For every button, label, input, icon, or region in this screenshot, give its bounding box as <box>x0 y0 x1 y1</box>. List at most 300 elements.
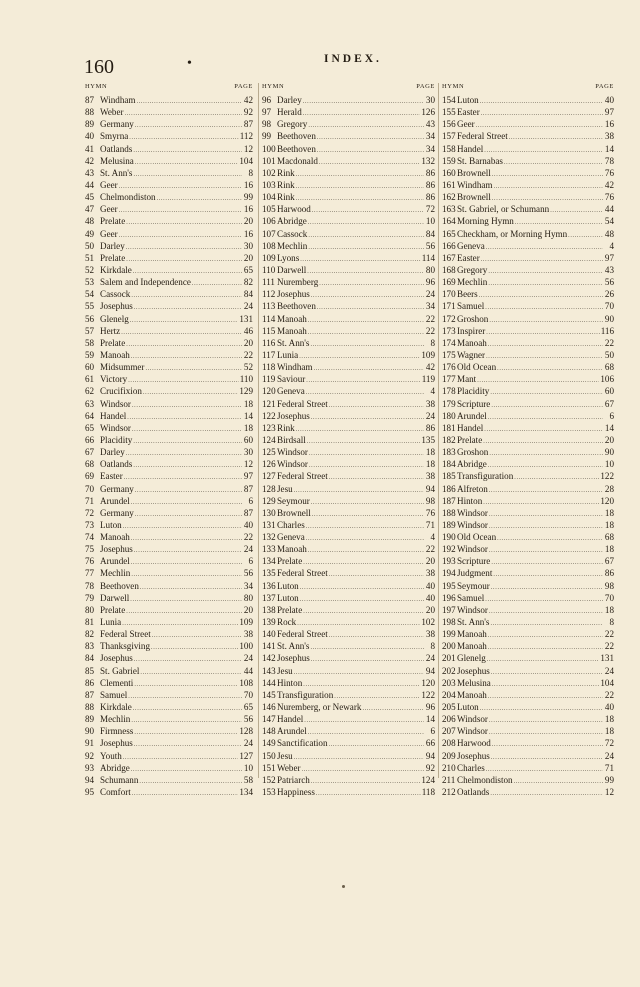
hymn-number: 88 <box>85 107 95 118</box>
leader-dots <box>133 701 242 713</box>
page-number-ref: 71 <box>425 519 435 530</box>
tune-name: Beers <box>457 289 478 300</box>
index-entry <box>442 640 614 652</box>
hymn-number: 145 <box>262 689 276 700</box>
page-number-ref: 28 <box>604 483 614 494</box>
leader-dots <box>306 385 424 397</box>
leader-dots <box>132 398 242 410</box>
leader-dots <box>309 458 424 470</box>
hymn-number: 149 <box>262 738 276 749</box>
index-entry <box>262 786 435 798</box>
page-number-ref: 87 <box>243 119 253 130</box>
page-number-ref: 22 <box>425 313 435 324</box>
tune-name: Prelate <box>100 252 126 263</box>
page-number-ref: 4 <box>609 240 614 251</box>
page-number-ref: 34 <box>425 301 435 312</box>
hymn-number: 139 <box>262 617 276 628</box>
index-entry <box>85 434 253 446</box>
index-entry <box>85 264 253 276</box>
hymn-number: 106 <box>262 216 276 227</box>
page-number-ref: 118 <box>421 787 435 798</box>
tune-name: Manoah <box>457 629 487 640</box>
leader-dots <box>329 398 424 410</box>
hymn-number: 207 <box>442 726 456 737</box>
index-entry <box>85 762 253 774</box>
tune-name: Darwell <box>100 592 130 603</box>
index-entry <box>85 373 253 385</box>
tune-name: Checkham, or Morning Hymn <box>457 228 568 239</box>
index-entry <box>262 398 435 410</box>
page-number-ref: 87 <box>243 507 253 518</box>
index-entry <box>442 567 614 579</box>
leader-dots <box>486 325 599 337</box>
page-number-ref: 126 <box>421 107 435 118</box>
hymn-number: 49 <box>85 228 95 239</box>
page-number-ref: 122 <box>421 689 435 700</box>
hymn-number: 59 <box>85 349 95 360</box>
hymn-number: 144 <box>262 677 276 688</box>
index-entry <box>262 179 435 191</box>
hymn-number: 188 <box>442 507 456 518</box>
index-entry <box>85 567 253 579</box>
hymn-number: 190 <box>442 532 456 543</box>
page-number-ref: 46 <box>243 325 253 336</box>
hymn-number: 156 <box>442 119 456 130</box>
page-number-ref: 60 <box>243 434 253 445</box>
page-number-ref: 56 <box>243 568 253 579</box>
leader-dots <box>130 313 239 325</box>
leader-dots <box>476 118 603 130</box>
hymn-number: 77 <box>85 568 95 579</box>
hymn-number: 92 <box>85 750 95 761</box>
page-number-ref: 76 <box>604 167 614 178</box>
index-entry <box>442 483 614 495</box>
hymn-number: 90 <box>85 726 95 737</box>
leader-dots <box>491 555 603 567</box>
page-number-ref: 96 <box>425 277 435 288</box>
leader-dots <box>504 155 603 167</box>
hymn-number: 89 <box>85 714 95 725</box>
leader-dots <box>303 555 424 567</box>
index-entry <box>85 616 253 628</box>
index-entry <box>262 762 435 774</box>
index-entry <box>442 373 614 385</box>
hymn-number: 155 <box>442 107 456 118</box>
hymn-number: 86 <box>85 677 95 688</box>
leader-dots <box>124 470 242 482</box>
hymn-number: 194 <box>442 568 456 579</box>
tune-name: Josephus <box>277 410 310 421</box>
tune-name: Manoah <box>457 337 487 348</box>
hymn-number: 100 <box>262 143 276 154</box>
hymn-number: 95 <box>85 787 95 798</box>
page-number-ref: 20 <box>243 337 253 348</box>
hymn-number: 124 <box>262 434 276 445</box>
hymn-number: 162 <box>442 192 456 203</box>
page-number-ref: 127 <box>239 750 253 761</box>
page-number-ref: 100 <box>239 641 253 652</box>
leader-dots <box>308 228 424 240</box>
index-column-1 <box>85 83 253 798</box>
page-number-ref: 26 <box>604 289 614 300</box>
hymn-header: HYMN <box>442 83 465 90</box>
leader-dots <box>550 203 603 215</box>
leader-dots <box>319 155 420 167</box>
leader-dots <box>135 118 242 130</box>
leader-dots <box>484 143 603 155</box>
tune-name: Easter <box>457 107 480 118</box>
index-entry <box>85 191 253 203</box>
leader-dots <box>294 483 424 495</box>
index-entry <box>442 288 614 300</box>
tune-name: Darwell <box>277 264 307 275</box>
page-number-ref: 80 <box>425 264 435 275</box>
page-number-ref: 112 <box>239 131 253 142</box>
index-entry <box>442 531 614 543</box>
tune-name: St. Barnabas <box>457 155 503 166</box>
hymn-number: 64 <box>85 410 95 421</box>
index-entry <box>262 143 435 155</box>
page-number-ref: 34 <box>243 580 253 591</box>
index-entry <box>442 543 614 555</box>
index-entry <box>85 543 253 555</box>
leader-dots <box>131 288 242 300</box>
index-entry <box>85 604 253 616</box>
index-entry <box>85 300 253 312</box>
hymn-number: 99 <box>262 131 272 142</box>
index-entry <box>442 276 614 288</box>
leader-dots <box>491 665 603 677</box>
page-number-ref: 20 <box>243 252 253 263</box>
index-entry <box>85 531 253 543</box>
tune-name: Windham <box>277 362 313 373</box>
index-entry <box>442 519 614 531</box>
page-number-ref: 84 <box>425 228 435 239</box>
page-number-ref: 44 <box>604 204 614 215</box>
tune-name: Federal Street <box>277 629 328 640</box>
index-entry <box>262 118 435 130</box>
tune-name: Scripture <box>457 556 491 567</box>
tune-name: Morning Hymn <box>457 216 514 227</box>
page-number-ref: 18 <box>243 422 253 433</box>
page-number-ref: 90 <box>604 313 614 324</box>
footer-mark <box>342 885 345 888</box>
index-entry <box>442 750 614 762</box>
index-entry <box>442 167 614 179</box>
hymn-number: 141 <box>262 641 276 652</box>
hymn-number: 126 <box>262 459 276 470</box>
page-number-ref: 124 <box>421 774 435 785</box>
tune-name: Luton <box>457 95 479 105</box>
leader-dots <box>488 689 603 701</box>
page-number-ref: 22 <box>425 325 435 336</box>
index-entry <box>85 483 253 495</box>
page-number-ref: 16 <box>604 119 614 130</box>
hymn-number: 202 <box>442 665 456 676</box>
leader-dots <box>128 373 238 385</box>
tune-name: Firmness <box>100 726 134 737</box>
tune-name: Luton <box>277 580 299 591</box>
index-entry <box>85 143 253 155</box>
leader-dots <box>308 313 424 325</box>
hymn-number: 152 <box>262 774 276 785</box>
index-entry <box>85 689 253 701</box>
page-number-ref: 86 <box>425 167 435 178</box>
leader-dots <box>306 519 424 531</box>
tune-name: Handel <box>277 714 304 725</box>
index-entry <box>262 434 435 446</box>
hymn-number: 127 <box>262 471 276 482</box>
leader-dots <box>319 276 424 288</box>
leader-dots <box>484 422 603 434</box>
leader-dots <box>329 567 424 579</box>
leader-dots <box>329 628 424 640</box>
tune-name: Arundel <box>100 556 130 567</box>
tune-name: Scripture <box>457 398 491 409</box>
index-entry <box>85 130 253 142</box>
tune-name: Abridge <box>457 459 487 470</box>
index-entry <box>85 507 253 519</box>
page-number-ref: 68 <box>604 362 614 373</box>
index-entry <box>262 713 435 725</box>
index-entry <box>442 737 614 749</box>
tune-name: Samuel <box>457 592 485 603</box>
page-number: 160 <box>84 56 114 78</box>
leader-dots <box>133 434 242 446</box>
hymn-number: 150 <box>262 750 276 761</box>
tune-name: Josephus <box>457 750 490 761</box>
page-number-ref: 76 <box>604 192 614 203</box>
index-entry <box>85 94 253 106</box>
index-entry <box>85 276 253 288</box>
hymn-number: 62 <box>85 386 95 397</box>
page-number-ref: 22 <box>425 544 435 555</box>
hymn-number: 160 <box>442 167 456 178</box>
page-number-ref: 56 <box>604 277 614 288</box>
leader-dots <box>296 422 424 434</box>
leader-dots <box>311 495 424 507</box>
tune-name: Thanksgiving <box>100 641 151 652</box>
page-number-ref: 128 <box>239 726 253 737</box>
tune-name: Seymour <box>457 580 490 591</box>
index-entry <box>85 652 253 664</box>
hymn-number: 170 <box>442 289 456 300</box>
index-entry <box>262 349 435 361</box>
leader-dots <box>489 507 603 519</box>
leader-dots <box>329 737 424 749</box>
tune-name: Clementi <box>100 677 134 688</box>
hymn-number: 159 <box>442 155 456 166</box>
leader-dots <box>480 701 603 713</box>
page-number-ref: 38 <box>243 629 253 640</box>
page-number-ref: 42 <box>425 362 435 373</box>
page-number-ref: 97 <box>604 252 614 263</box>
leader-dots <box>300 252 420 264</box>
tune-name: Groshon <box>457 313 489 324</box>
tune-name: Chelmondiston <box>457 774 513 785</box>
hymn-number: 158 <box>442 143 456 154</box>
tune-name: St. Gabriel <box>100 665 140 676</box>
leader-dots <box>192 276 242 288</box>
hymn-number: 171 <box>442 301 456 312</box>
hymn-number: 169 <box>442 277 456 288</box>
page-number-ref: 67 <box>604 398 614 409</box>
hymn-number: 67 <box>85 447 95 458</box>
tune-name: Prelate <box>277 604 303 615</box>
tune-name: Arundel <box>277 726 307 737</box>
tune-name: Josephus <box>277 289 310 300</box>
tune-name: Schumann <box>100 774 139 785</box>
leader-dots <box>134 677 238 689</box>
page-number-ref: 10 <box>425 216 435 227</box>
index-entry <box>442 458 614 470</box>
hymn-number: 125 <box>262 447 276 458</box>
tune-name: Geneva <box>277 386 305 397</box>
index-entry <box>262 701 435 713</box>
hymn-number: 55 <box>85 301 95 312</box>
leader-dots <box>489 446 603 458</box>
page-number-ref: 86 <box>425 179 435 190</box>
tune-name: Abridge <box>100 762 130 773</box>
leader-dots <box>491 398 603 410</box>
tune-name: Transfiguration <box>277 689 334 700</box>
page-number-ref: 34 <box>425 131 435 142</box>
index-entry <box>442 410 614 422</box>
leader-dots <box>489 313 603 325</box>
tune-name: St. Ann's <box>457 617 490 628</box>
page-number-ref: 90 <box>604 447 614 458</box>
hymn-number: 142 <box>262 653 276 664</box>
leader-dots <box>296 191 424 203</box>
hymn-number: 48 <box>85 216 95 227</box>
tune-name: Beethoven <box>100 580 139 591</box>
leader-dots <box>303 106 421 118</box>
tune-name: Handel <box>457 143 484 154</box>
leader-dots <box>317 130 424 142</box>
index-entry <box>442 628 614 640</box>
hymn-number: 123 <box>262 422 276 433</box>
page-number-ref: 110 <box>239 374 253 385</box>
hymn-number: 108 <box>262 240 276 251</box>
page-number-ref: 18 <box>425 459 435 470</box>
hymn-number: 193 <box>442 556 456 567</box>
tune-name: Germany <box>100 483 134 494</box>
tune-name: Old Ocean <box>457 532 497 543</box>
page-number-ref: 70 <box>604 301 614 312</box>
column-divider <box>438 83 439 778</box>
tune-name: Judgment <box>457 568 493 579</box>
page-number-ref: 80 <box>243 592 253 603</box>
tune-name: Windsor <box>277 447 308 458</box>
tune-name: Rink <box>277 422 295 433</box>
hymn-number: 143 <box>262 665 276 676</box>
page-number-ref: 40 <box>604 702 614 713</box>
tune-name: Hinton <box>277 677 303 688</box>
leader-dots <box>125 106 242 118</box>
index-entry <box>262 458 435 470</box>
leader-dots <box>308 725 424 737</box>
index-entry <box>262 300 435 312</box>
tune-name: Jesu <box>277 750 293 761</box>
index-entry <box>85 203 253 215</box>
hymn-number: 189 <box>442 519 456 530</box>
tune-name: Windsor <box>457 714 488 725</box>
tune-name: Beethoven <box>277 143 316 154</box>
index-entry <box>442 592 614 604</box>
index-entry <box>442 361 614 373</box>
tune-name: Beethoven <box>277 301 316 312</box>
tune-name: Oatlands <box>457 787 490 798</box>
tune-name: Manoah <box>277 544 307 555</box>
leader-dots <box>489 519 603 531</box>
hymn-number: 94 <box>85 774 95 785</box>
index-entry <box>85 737 253 749</box>
leader-dots <box>488 640 603 652</box>
tune-name: Cassock <box>277 228 308 239</box>
tune-name: St. Ann's <box>277 337 310 348</box>
index-entry <box>262 483 435 495</box>
page-number-ref: 135 <box>421 434 435 445</box>
hymn-number: 78 <box>85 580 95 591</box>
index-entry <box>85 313 253 325</box>
page-number-ref: 104 <box>239 155 253 166</box>
leader-dots <box>294 665 424 677</box>
leader-dots <box>131 531 242 543</box>
tune-name: Josephus <box>100 653 133 664</box>
page-number-ref: 14 <box>425 714 435 725</box>
index-entry <box>442 580 614 592</box>
tune-name: Geer <box>100 228 118 239</box>
leader-dots <box>493 567 603 579</box>
hymn-number: 60 <box>85 362 95 373</box>
page-number-ref: 99 <box>243 192 253 203</box>
index-entry <box>262 507 435 519</box>
leader-dots <box>133 167 242 179</box>
leader-dots <box>490 786 603 798</box>
hymn-number: 44 <box>85 179 95 190</box>
tune-name: Josephus <box>100 738 133 749</box>
page-number-ref: 94 <box>425 665 435 676</box>
page-number-ref: 86 <box>425 422 435 433</box>
leader-dots <box>492 191 603 203</box>
page-number-ref: 38 <box>425 629 435 640</box>
page-number-ref: 97 <box>604 107 614 118</box>
tune-name: Rock <box>277 617 297 628</box>
leader-dots <box>488 410 603 422</box>
hymn-number: 58 <box>85 337 95 348</box>
leader-dots <box>299 349 420 361</box>
leader-dots <box>300 592 424 604</box>
leader-dots <box>317 143 424 155</box>
page-number-ref: 38 <box>425 398 435 409</box>
leader-dots <box>308 240 424 252</box>
page-number-ref: 131 <box>239 313 253 324</box>
leader-dots <box>491 580 603 592</box>
index-entry <box>262 203 435 215</box>
tune-name: Windsor <box>457 507 488 518</box>
hymn-number: 43 <box>85 167 95 178</box>
tune-name: Prelate <box>277 556 303 567</box>
leader-dots <box>481 106 603 118</box>
hymn-number: 61 <box>85 374 95 385</box>
index-entry <box>442 774 614 786</box>
index-entry <box>262 215 435 227</box>
page-number-ref: 109 <box>239 617 253 628</box>
leader-dots <box>297 616 420 628</box>
tune-name: Mechlin <box>277 240 308 251</box>
hymn-number: 102 <box>262 167 276 178</box>
tune-name: Saviour <box>277 374 306 385</box>
